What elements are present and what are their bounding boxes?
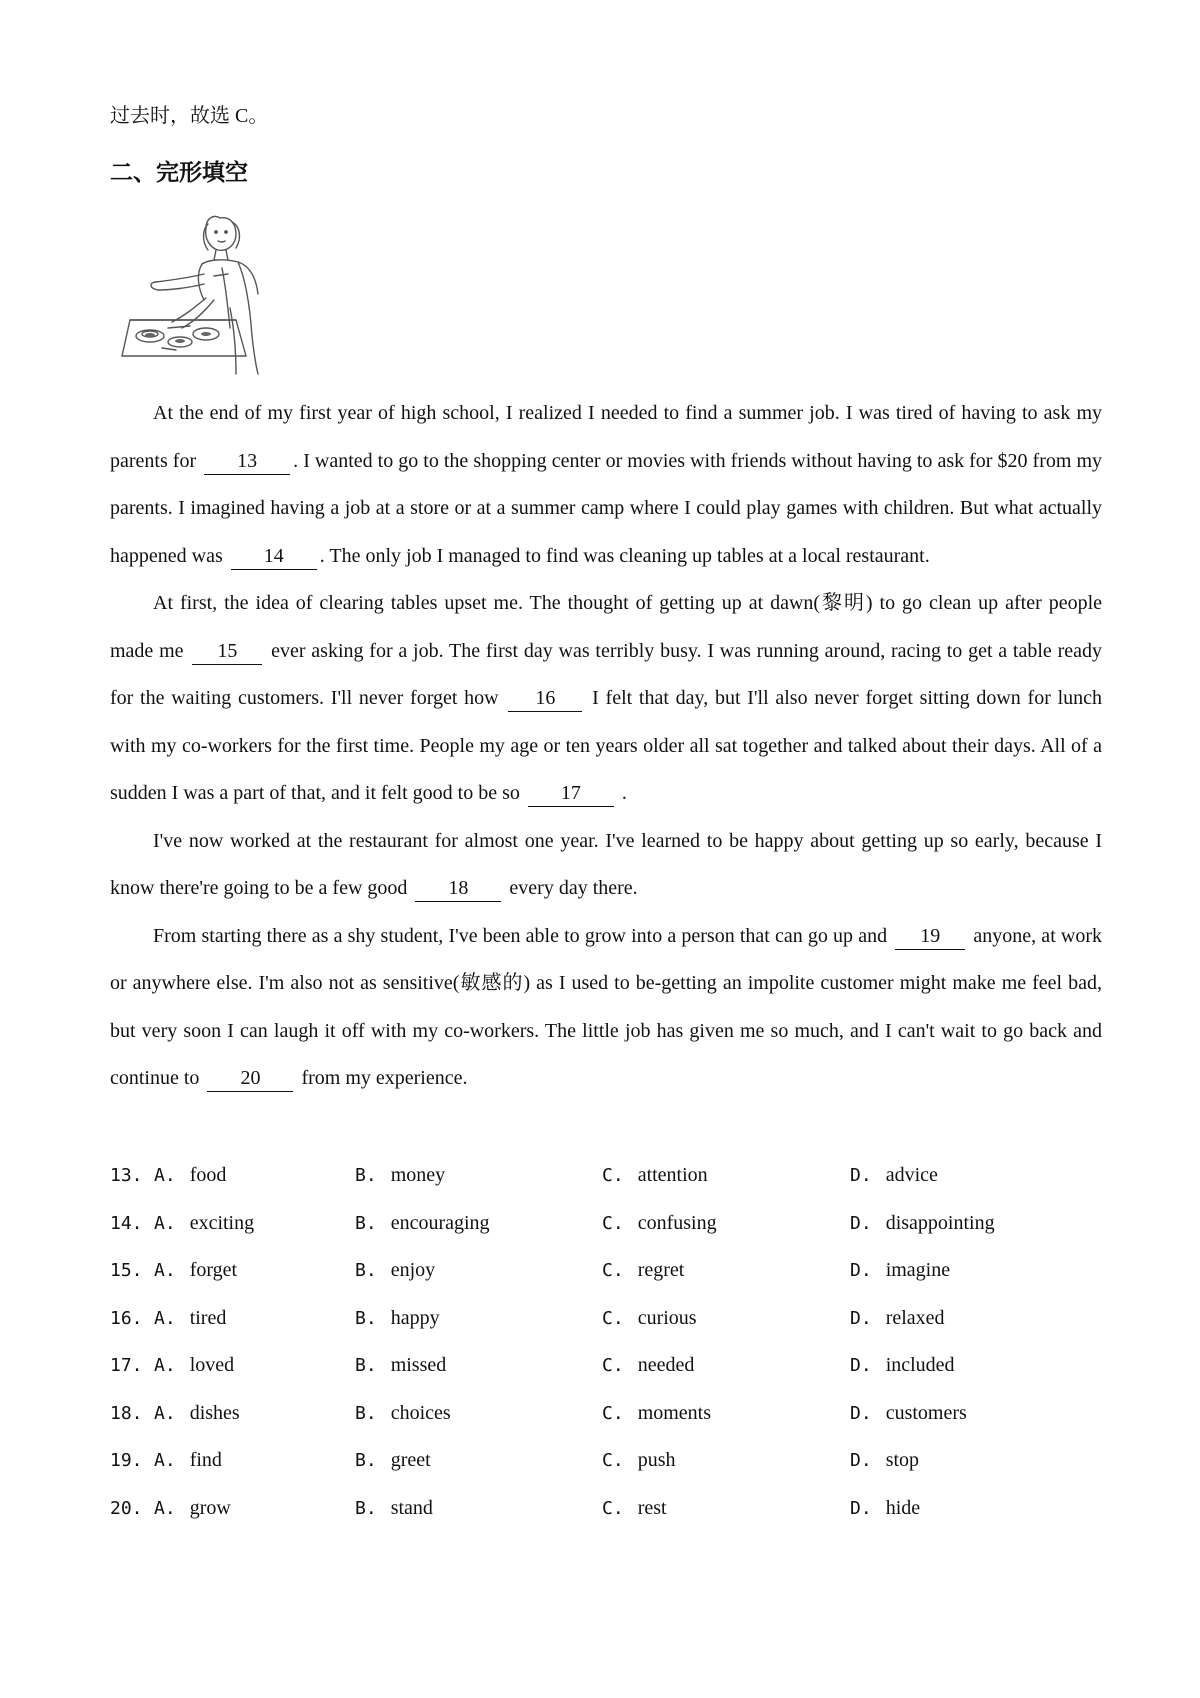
option-d[interactable]	[850, 1485, 920, 1533]
option-text: stop	[885, 1449, 920, 1471]
passage-paragraph-2	[110, 580, 1102, 818]
option-letter: A.	[154, 1307, 176, 1329]
option-text: loved	[189, 1354, 235, 1376]
passage-text: From starting there as a shy student, I've been able to grow into a person that can go up and	[153, 924, 888, 947]
passage-text: from my experience.	[301, 1067, 468, 1089]
option-c[interactable]	[602, 1342, 694, 1390]
option-text: curious	[637, 1306, 697, 1329]
option-text: money	[390, 1164, 446, 1186]
option-letter: B.	[355, 1355, 377, 1376]
option-letter: C.	[602, 1307, 624, 1329]
passage-text: ever asking for a job. The first day was terribly busy. I was running around, racing to get a table ready for the waiting customers. I'll never forget how	[110, 639, 1102, 709]
section-title: 二、完形填空	[110, 160, 248, 186]
option-letter: A.	[154, 1260, 176, 1281]
option-text: moments	[637, 1401, 712, 1424]
option-a[interactable]	[154, 1200, 254, 1248]
intro-text: 过去时，故选 C。	[110, 105, 269, 127]
option-b[interactable]	[355, 1152, 445, 1200]
question-number: 18.	[110, 1402, 143, 1424]
option-b[interactable]	[355, 1485, 433, 1533]
question-number: 13.	[110, 1165, 143, 1186]
option-text: disappointing	[885, 1211, 995, 1234]
option-text: forget	[189, 1259, 238, 1281]
blank-15[interactable]: 15	[192, 638, 262, 665]
option-text: attention	[637, 1164, 708, 1186]
option-letter: C.	[602, 1165, 624, 1186]
option-c[interactable]	[602, 1437, 675, 1485]
option-c[interactable]	[602, 1390, 711, 1438]
option-text: hide	[885, 1496, 921, 1519]
option-text: regret	[637, 1259, 685, 1281]
question-row	[110, 1152, 1102, 1200]
option-letter: B.	[355, 1212, 377, 1234]
option-d[interactable]	[850, 1295, 945, 1343]
option-b[interactable]	[355, 1247, 435, 1295]
option-letter: C.	[602, 1355, 624, 1376]
option-letter: C.	[602, 1497, 624, 1519]
option-a[interactable]	[154, 1342, 234, 1390]
answer-options	[110, 1152, 1102, 1532]
question-number: 17.	[110, 1355, 143, 1376]
option-text: greet	[390, 1449, 431, 1471]
option-d[interactable]	[850, 1437, 919, 1485]
passage-text: At first, the idea of clearing tables upset me. The thought of getting up at dawn(黎明) to go clean up after people made me	[110, 592, 1102, 662]
blank-14[interactable]: 14	[231, 543, 317, 570]
passage-paragraph-4	[110, 913, 1102, 1103]
option-letter: C.	[602, 1450, 624, 1471]
passage-text: every day there.	[509, 877, 638, 899]
question-row	[110, 1247, 1102, 1295]
passage-text: . I wanted to go to the shopping center or movies with friends without having to ask for $20 from my parents. I imagined having a job at a store or at a summer camp where I could play games with children. But what actually happened was	[110, 449, 1103, 567]
question-number: 16.	[110, 1307, 143, 1329]
option-b[interactable]	[355, 1437, 431, 1485]
option-text: find	[189, 1449, 222, 1471]
option-letter: B.	[355, 1260, 377, 1281]
question-number: 14.	[110, 1212, 143, 1234]
option-c[interactable]	[602, 1485, 667, 1533]
question-number: 19.	[110, 1450, 143, 1471]
option-d[interactable]	[850, 1200, 995, 1248]
passage-paragraph-3	[110, 818, 1102, 913]
option-text: food	[189, 1164, 227, 1186]
question-row	[110, 1485, 1102, 1533]
option-text: needed	[637, 1354, 695, 1376]
option-text: exciting	[189, 1211, 255, 1234]
option-text: imagine	[885, 1259, 951, 1281]
cloze-passage	[110, 390, 1102, 1103]
passage-text: At the end of my first year of high school, I realized I needed to find a summer job. I was tired of having to ask my parents for	[110, 402, 1102, 472]
option-b[interactable]	[355, 1342, 446, 1390]
question-row	[110, 1200, 1102, 1248]
option-letter: A.	[154, 1165, 176, 1186]
option-text: customers	[885, 1401, 967, 1424]
question-row	[110, 1342, 1102, 1390]
passage-text: I felt that day, but I'll also never forget sitting down for lunch with my co-workers for the first time. People my age or ten years older all sat together and talked about their days. All of a sudden I was a part of that, and it felt good to be so	[110, 687, 1103, 804]
option-c[interactable]	[602, 1295, 697, 1343]
option-d[interactable]	[850, 1152, 938, 1200]
option-a[interactable]	[154, 1437, 222, 1485]
option-letter: C.	[602, 1402, 624, 1424]
option-letter: B.	[355, 1307, 377, 1329]
option-text: advice	[885, 1164, 938, 1186]
option-text: dishes	[189, 1401, 240, 1424]
option-b[interactable]	[355, 1390, 451, 1438]
option-text: encouraging	[390, 1211, 490, 1234]
option-d[interactable]	[850, 1342, 955, 1390]
option-letter: C.	[602, 1212, 624, 1234]
option-text: stand	[390, 1496, 433, 1519]
option-text: grow	[189, 1496, 231, 1519]
blank-13[interactable]: 13	[204, 448, 290, 475]
option-b[interactable]	[355, 1295, 440, 1343]
question-number: 20.	[110, 1497, 143, 1519]
option-a[interactable]	[154, 1247, 237, 1295]
option-text: missed	[390, 1354, 447, 1376]
passage-text: I've now worked at the restaurant for almost one year. I've learned to be happy about getting up so early, because I know there're going to be a few good	[110, 829, 1102, 899]
option-text: happy	[390, 1306, 440, 1329]
option-letter: D.	[850, 1212, 872, 1234]
option-a[interactable]	[154, 1390, 240, 1438]
option-text: push	[637, 1449, 676, 1471]
option-letter: D.	[850, 1355, 872, 1376]
question-row	[110, 1295, 1102, 1343]
blank-17[interactable]: 17	[528, 780, 614, 807]
option-letter: D.	[850, 1307, 872, 1329]
option-text: choices	[390, 1401, 451, 1424]
question-number: 15.	[110, 1260, 143, 1281]
option-letter: B.	[355, 1497, 377, 1519]
option-text: confusing	[637, 1211, 717, 1234]
option-letter: A.	[154, 1402, 176, 1424]
option-text: rest	[637, 1496, 667, 1519]
question-row	[110, 1437, 1102, 1485]
option-c[interactable]	[602, 1200, 717, 1248]
option-letter: A.	[154, 1355, 176, 1376]
option-a[interactable]	[154, 1485, 231, 1533]
passage-text: anyone, at work or anywhere else. I'm also not as sensitive(敏感的) as I used to be-getting an impolite customer might make me feel bad, but very soon I can laugh it off with my co-workers. The little job has given me so much, and I can't wait to go back and continue to	[110, 924, 1103, 1089]
option-a[interactable]	[154, 1152, 226, 1200]
option-text: included	[885, 1354, 955, 1376]
option-letter: D.	[850, 1497, 872, 1519]
option-a[interactable]	[154, 1295, 226, 1343]
option-letter: A.	[154, 1450, 176, 1471]
option-letter: C.	[602, 1260, 624, 1281]
woman-clearing-table-illustration	[118, 208, 296, 378]
passage-text: . The only job I managed to find was cleaning up tables at a local restaurant.	[319, 544, 930, 567]
option-c[interactable]	[602, 1152, 708, 1200]
option-letter: D.	[850, 1450, 872, 1471]
option-text: relaxed	[885, 1306, 945, 1329]
option-text: enjoy	[390, 1259, 436, 1281]
option-letter: A.	[154, 1497, 176, 1519]
option-letter: B.	[355, 1402, 377, 1424]
option-letter: A.	[154, 1212, 176, 1234]
blank-20[interactable]: 20	[207, 1065, 293, 1092]
option-c[interactable]	[602, 1247, 684, 1295]
option-d[interactable]	[850, 1247, 950, 1295]
question-row	[110, 1390, 1102, 1438]
option-b[interactable]	[355, 1200, 490, 1248]
option-d[interactable]	[850, 1390, 967, 1438]
option-letter: D.	[850, 1402, 872, 1424]
option-letter: B.	[355, 1165, 377, 1186]
passage-paragraph-1	[110, 390, 1102, 580]
blank-19[interactable]: 19	[895, 923, 965, 950]
blank-18[interactable]: 18	[415, 875, 501, 902]
passage-text: .	[621, 782, 627, 804]
option-text: tired	[189, 1306, 227, 1329]
option-letter: D.	[850, 1165, 872, 1186]
blank-16[interactable]: 16	[508, 685, 582, 712]
option-letter: D.	[850, 1260, 872, 1281]
option-letter: B.	[355, 1450, 377, 1471]
